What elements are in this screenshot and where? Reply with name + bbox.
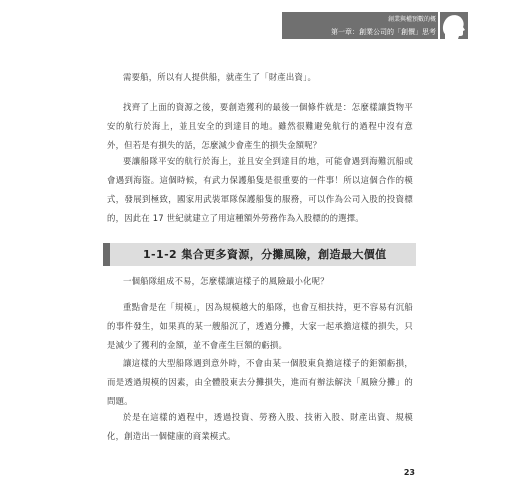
chapter-title: 第一章：創業公司的「創價」思考 [331,28,436,36]
section-heading-box [103,243,416,266]
section-heading: 1-1-2 集合更多資源，分攤風險，創造最大價值 [143,248,387,261]
paragraph-5: 重點會是在「規模」，因為規模越大的船隊，也會互相扶持，更不容易有沉船的事件發生，如果真的某一艘船沉了，透過分攤，大家一起承擔這樣的損失，只是減少了獲利的金額，並不會產生巨額的虧損。 [107,302,413,350]
section-accent-bar [103,243,110,266]
series-title: 創業與權預數的概 [387,16,436,23]
paragraph-7: 於是在這樣的過程中，透過投資、勞務入股、技術入股、財產出資、規模化，創造出一個健康的商業模式。 [107,412,413,441]
paragraph-2: 找齊了上面的資源之後，要創造獲利的最後一個條件就是：怎麼樣讓貨物平安的航行於海上，並且安全的到達目的地。雖然很難避免航行的過程中沒有意外，但若是有損失的話，怎麼減少會產生的損失金額呢？ [107,102,413,150]
paragraph-3: 要讓船隊平安的航行於海上，並且安全到達目的地，可能會遇到海難沉船或會遇到海盜。這個時候，有武力保護船隻是很重要的一件事！所以這個合作的模式，發展到極致，國家用武裝軍隊保護船隻的服務，可以作為公司入股的投資標的，因此在 17 世紀就建立了用這種額外勞務作為入股標的的選擇。 [107,156,413,223]
paragraph-1: 需要船，所以有人提供船，就產生了「財產出資」。 [123,72,317,82]
paragraph-4: 一個船隊組成不易，怎麼樣讓這樣子的風險最小化呢？ [123,276,329,286]
head-silhouette-icon [440,12,468,39]
page-number: 23 [403,468,415,477]
paragraph-6: 讓這樣的大型船隊遇到意外時，不會由某一個股東負擔這樣子的鉅額虧損，而是透過規模的因素，由全體股東去分攤損失，進而有辦法解決「風險分攤」的問題。 [107,358,413,406]
running-header [282,12,438,39]
